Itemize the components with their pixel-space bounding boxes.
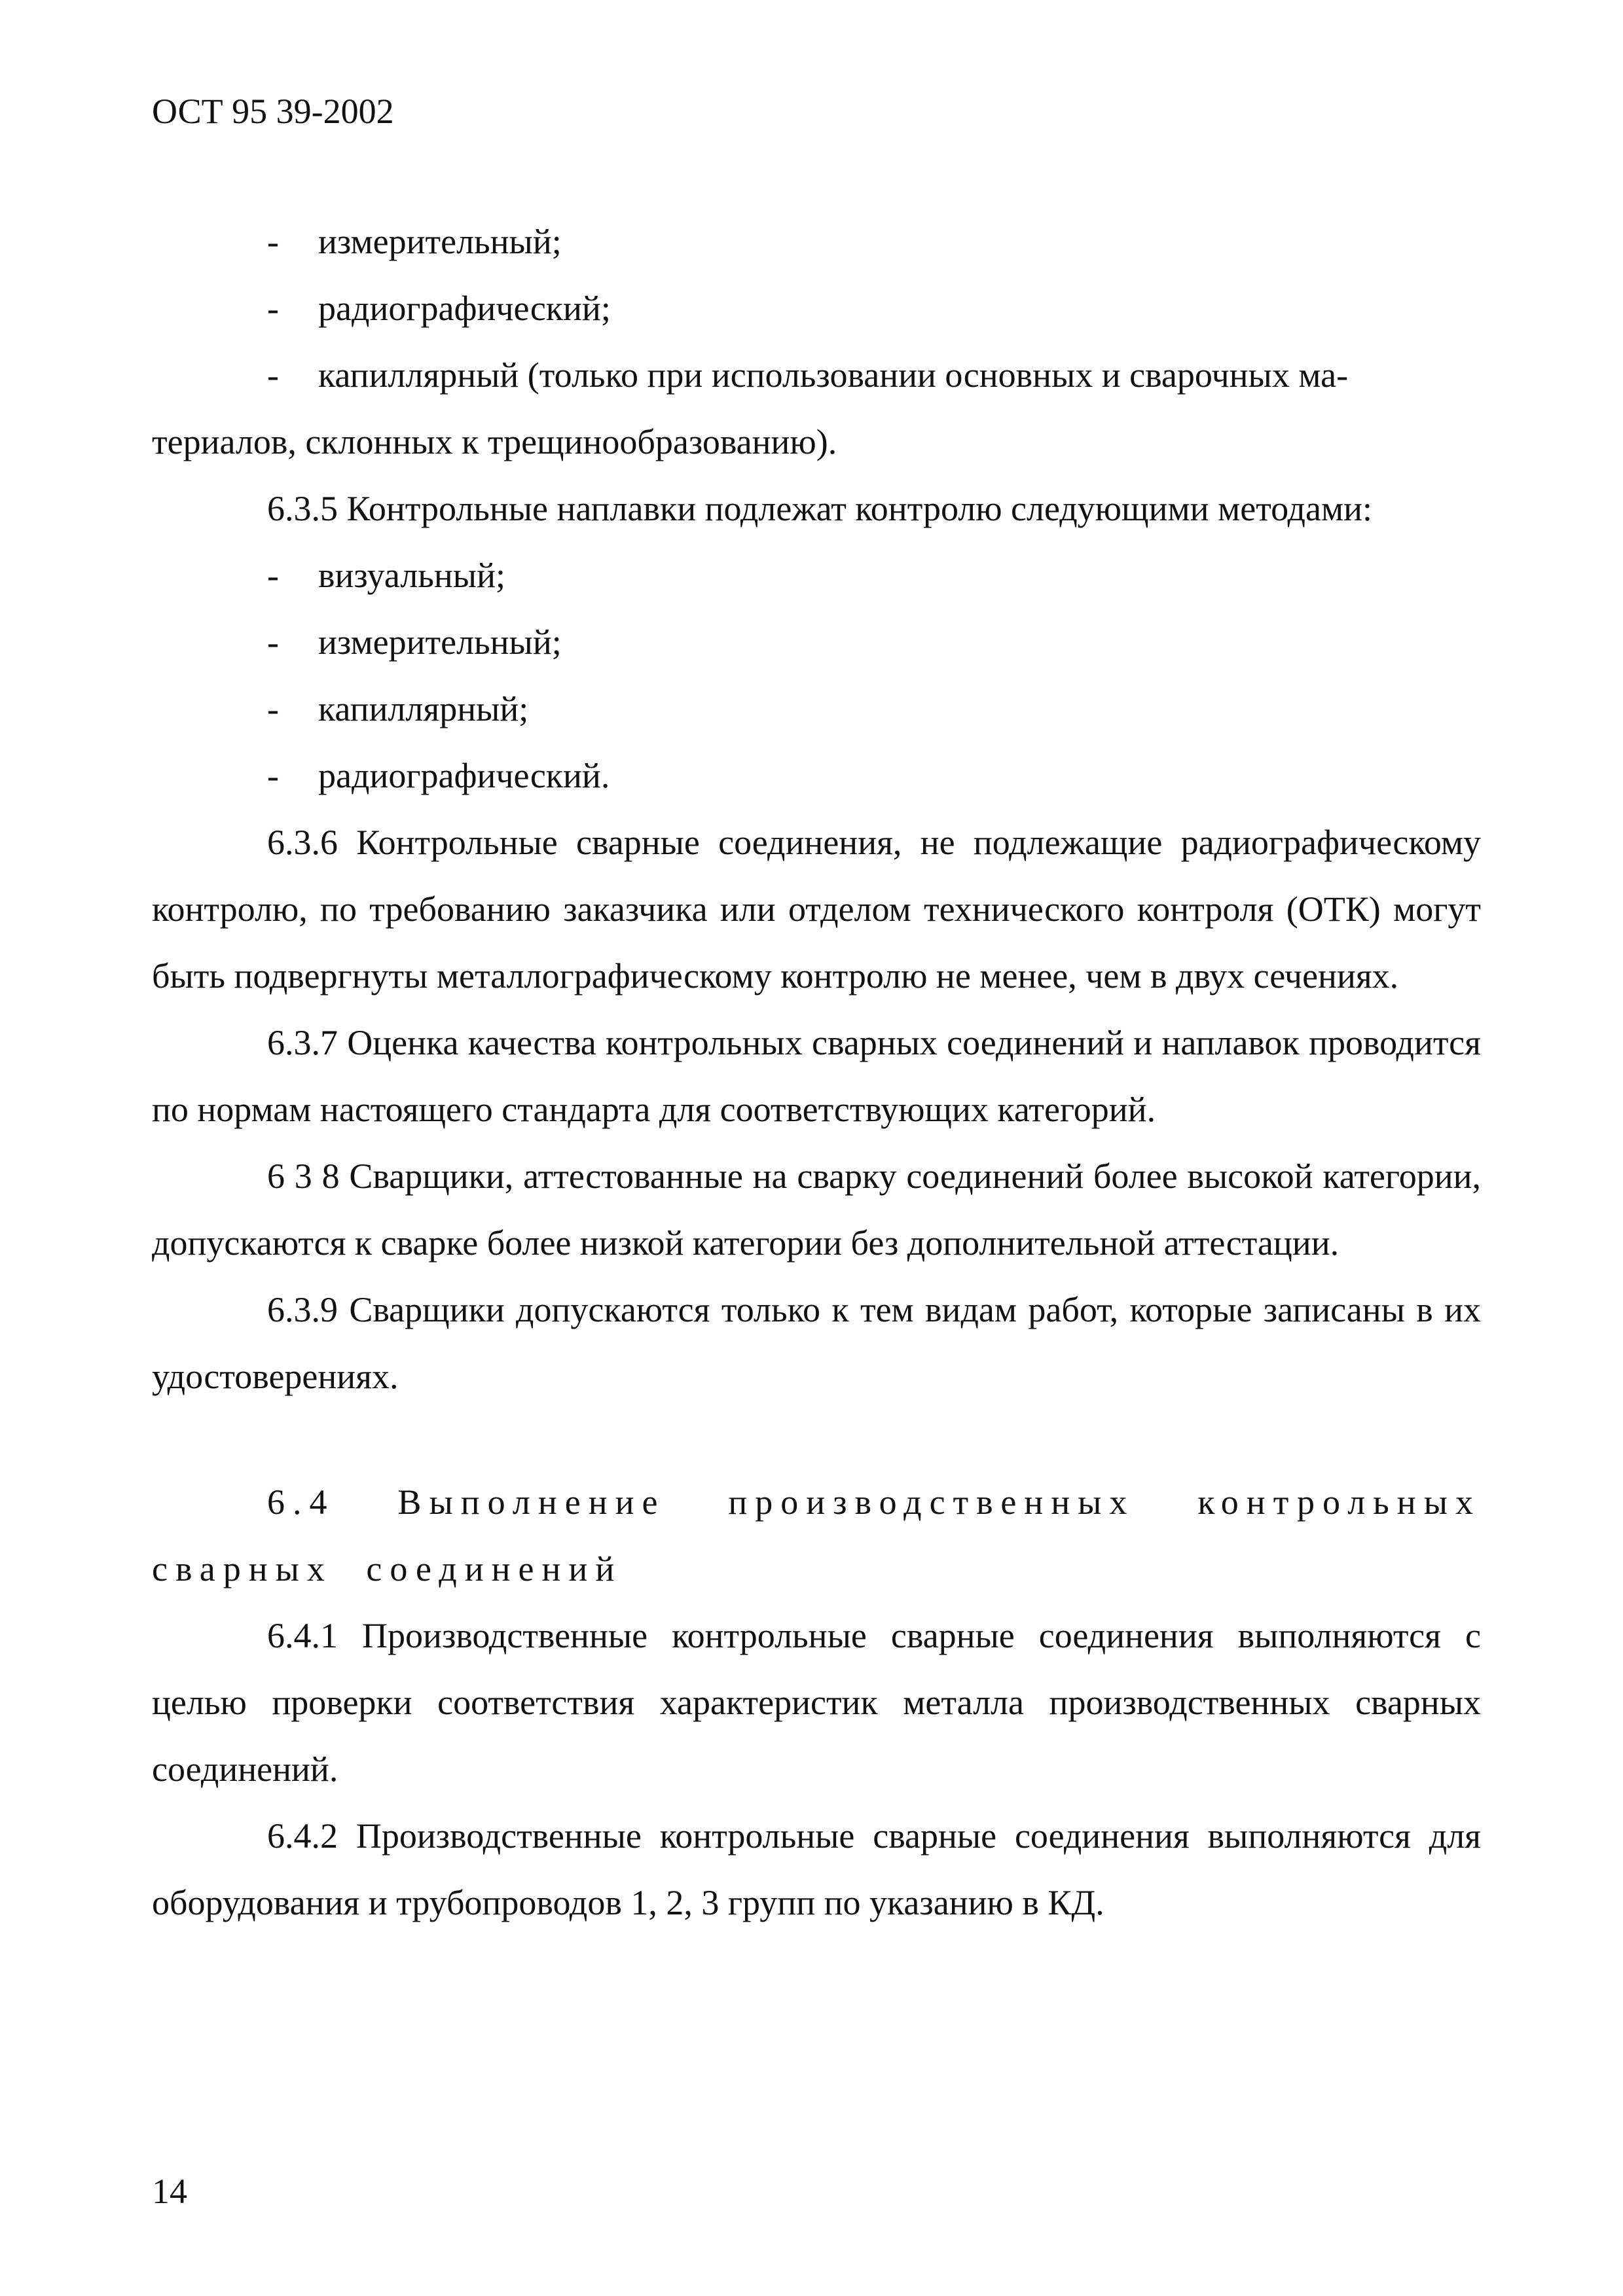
paragraph-6-3-7: 6.3.7 Оценка качества контрольных сварных соединений и наплавок проводится по нормам настоящего стандарта для соответствующих категорий. <box>152 1023 1481 1129</box>
paragraph-6-3-6: 6.3.6 Контрольные сварные соединения, не подлежащие радиографическому контролю, по требованию заказчика или отделом технического контроля (ОТК) могут быть подвергнуты металлографическому контролю не менее, чем в двух сечениях. <box>152 823 1481 996</box>
paragraph-6-3-5: 6.3.5 Контрольные наплавки подлежат контролю следующими методами: <box>267 489 1373 528</box>
list-dash: - <box>267 556 279 595</box>
list-item: - капиллярный; <box>152 675 1481 742</box>
list-item-continuation: териалов, склонных к трещинообразованию). <box>152 422 837 461</box>
page-number: 14 <box>152 2172 187 2211</box>
doc-code-header: ОСТ 95 39-2002 <box>152 92 394 131</box>
list-dash: - <box>267 622 279 662</box>
list-item: - радиографический; <box>152 275 1481 342</box>
paragraph-6-4-1: 6.4.1 Производственные контрольные сварные соединения выполняются с целью проверки соответствия характеристик металла производственных сварных соединений. <box>152 1616 1481 1789</box>
list-item: - измерительный; <box>152 208 1481 275</box>
section-title: Выполнение производственных контрольных сварных соединений <box>152 1482 1481 1588</box>
document-body <box>152 208 1481 1936</box>
list-dash: - <box>267 756 279 795</box>
list-item: - капиллярный (только при использовании основных и сварочных ма- <box>152 342 1481 408</box>
section-heading-6-4 <box>152 1469 1481 1602</box>
paragraph-6-3-9: 6.3.9 Сварщики допускаются только к тем видам работ, которые записаны в их удостоверениях. <box>152 1290 1481 1396</box>
list-item: - радиографический. <box>152 742 1481 809</box>
list-item: - визуальный; <box>152 542 1481 609</box>
list-dash: - <box>267 289 279 328</box>
list-dash: - <box>267 355 279 395</box>
section-number: 6.4 <box>267 1482 335 1522</box>
paragraph-6-3-8: 6 3 8 Сварщики, аттестованные на сварку соединений более высокой категории, допускаются к сварке более низкой категории без дополнительной аттестации. <box>152 1157 1481 1263</box>
list-item: - измерительный; <box>152 609 1481 675</box>
paragraph-6-4-2: 6.4.2 Производственные контрольные сварные соединения выполняются для оборудования и трубопроводов 1, 2, 3 групп по указанию в КД. <box>152 1816 1481 1922</box>
list-dash: - <box>267 689 279 728</box>
list-dash: - <box>267 222 279 261</box>
